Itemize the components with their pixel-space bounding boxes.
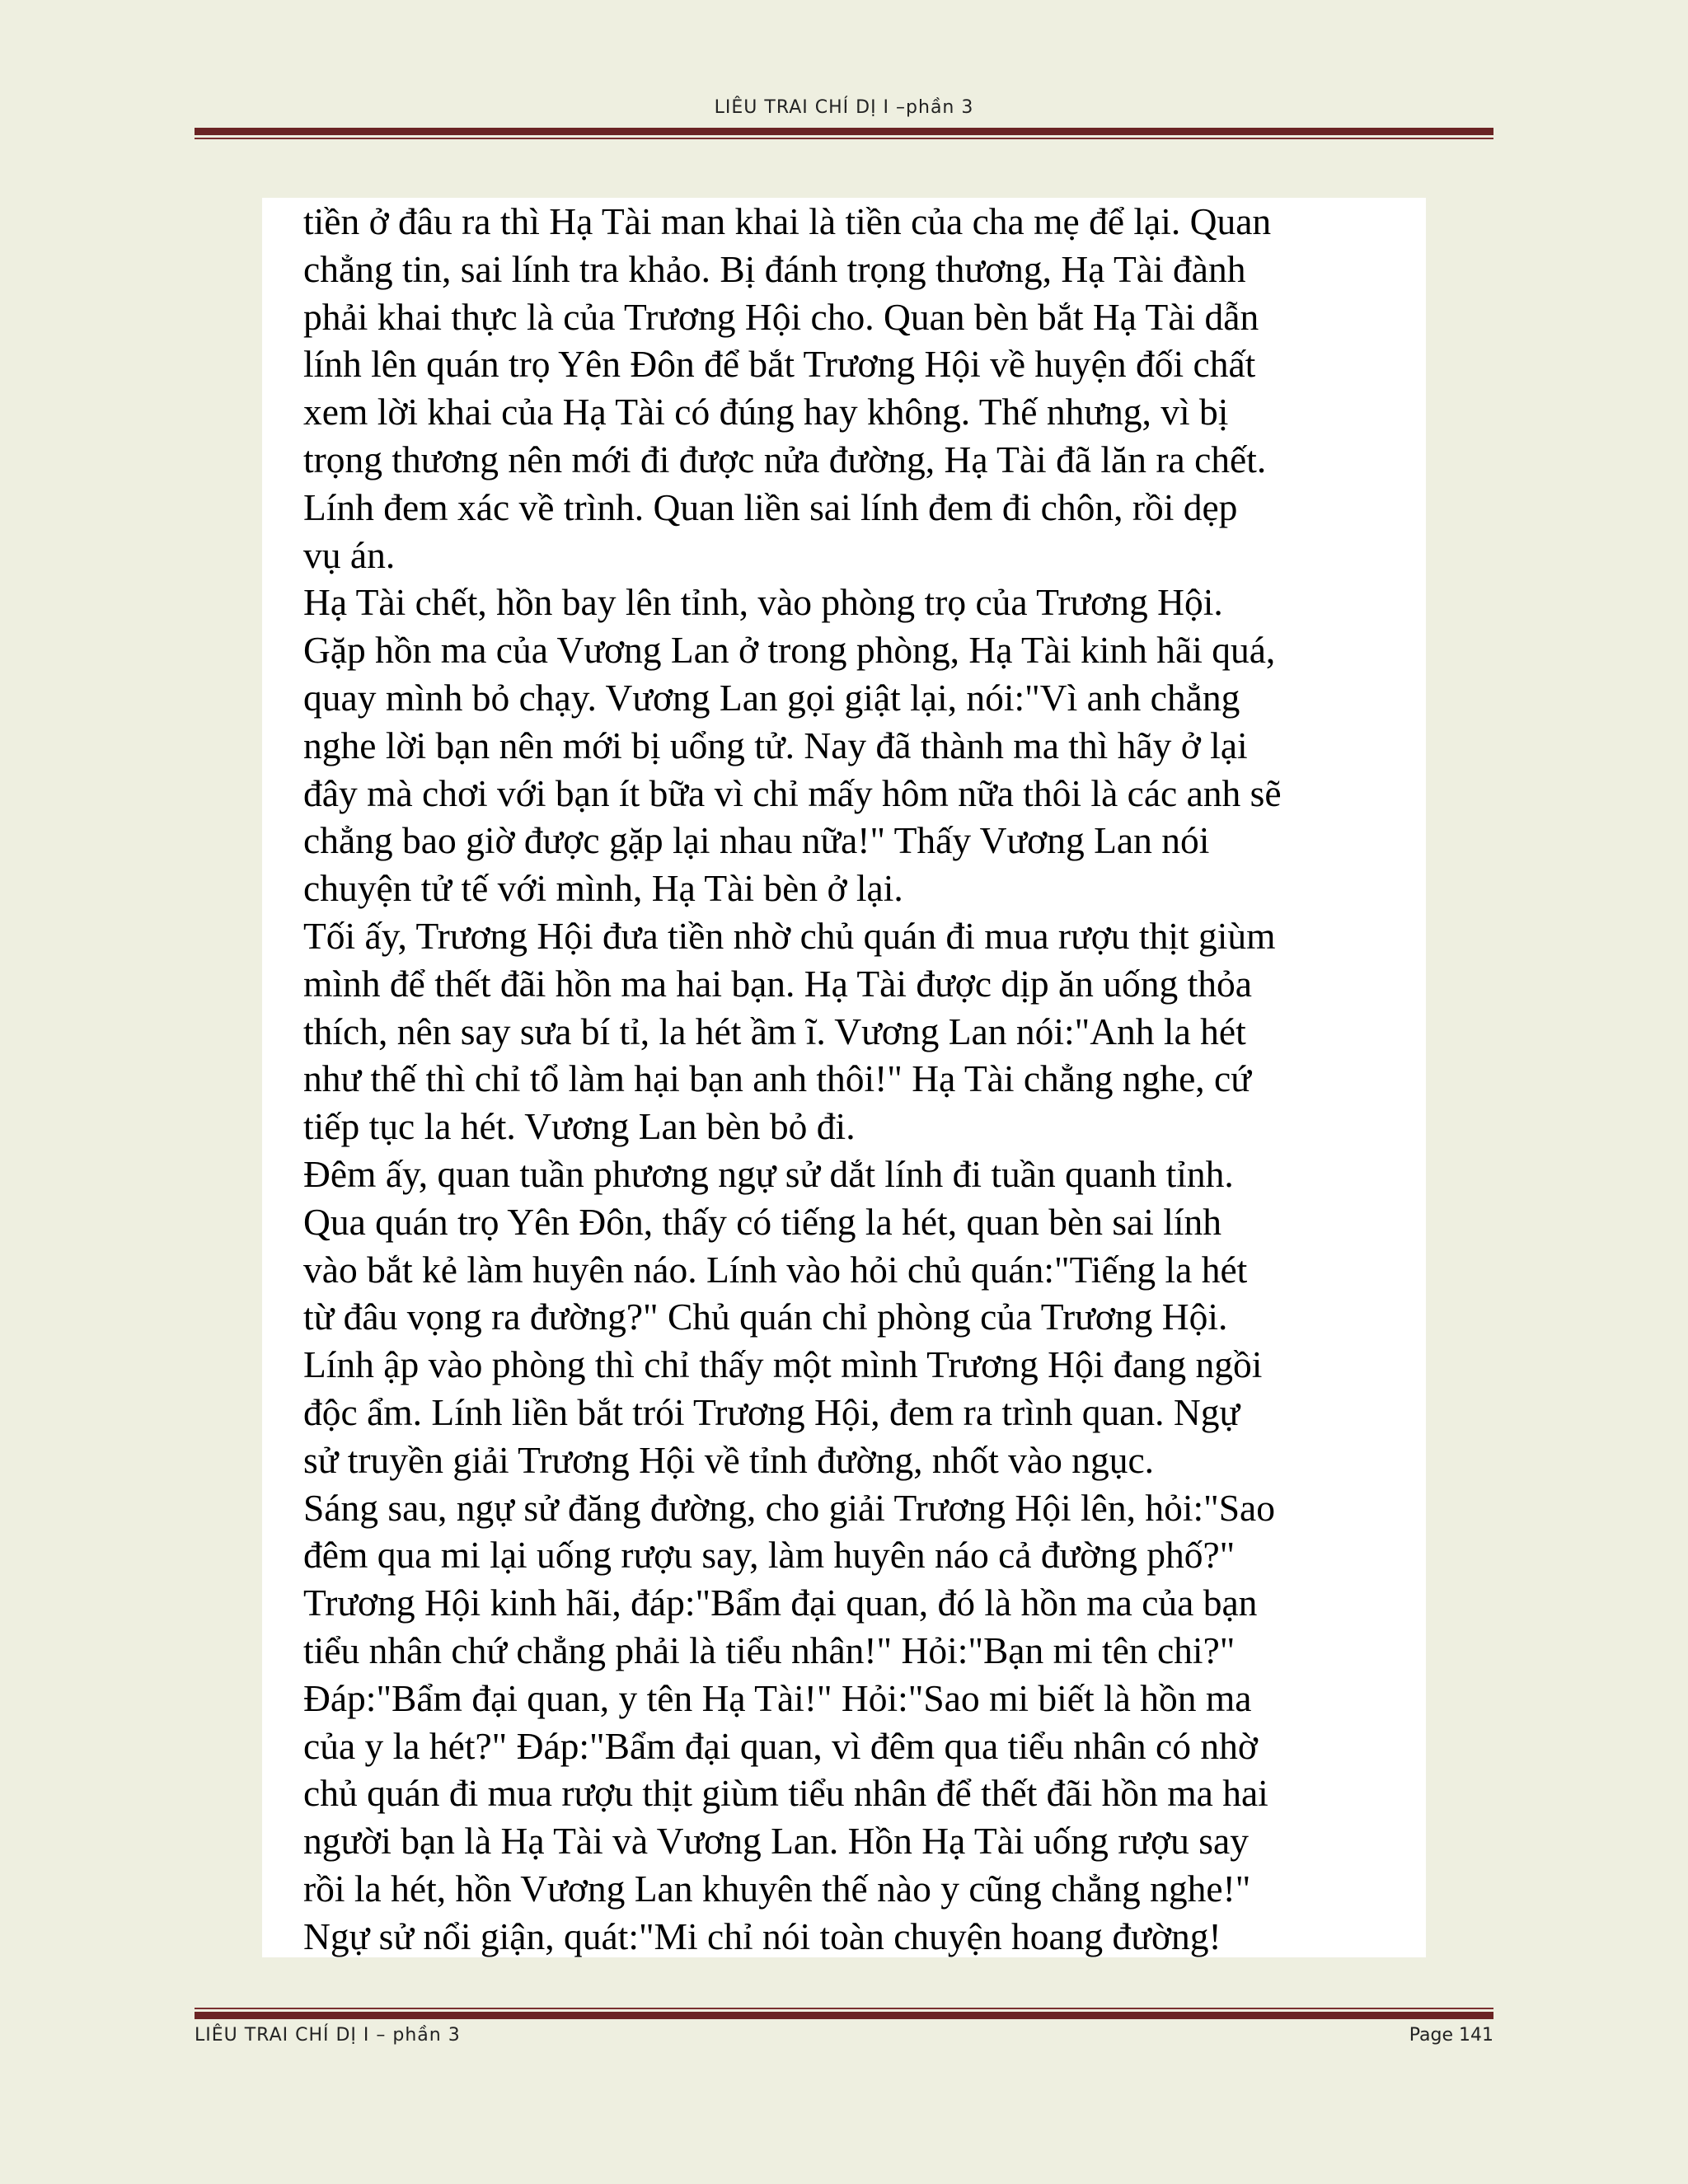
text-line: từ đâu vọng ra đường?" Chủ quán chỉ phòng của Trương Hội.: [303, 1296, 1228, 1338]
text-line: mình để thết đãi hồn ma hai bạn. Hạ Tài được dịp ăn uống thỏa: [303, 962, 1252, 1005]
text-line: tiếp tục la hét. Vương Lan bèn bỏ đi.: [303, 1105, 856, 1148]
header-rule-thin: [195, 138, 1493, 139]
text-line: Tối ấy, Trương Hội đưa tiền nhờ chủ quán đi mua rượu thịt giùm: [303, 914, 1276, 957]
text-line: chuyện tử tế với mình, Hạ Tài bèn ở lại.: [303, 867, 903, 910]
text-line: tiền ở đâu ra thì Hạ Tài man khai là tiền của cha mẹ để lại. Quan: [303, 200, 1272, 242]
text-line: xem lời khai của Hạ Tài có đúng hay không. Thế nhưng, vì bị: [303, 391, 1229, 434]
footer-rule-thick: [195, 2012, 1493, 2019]
text-line: vào bắt kẻ làm huyên náo. Lính vào hỏi chủ quán:"Tiếng la hét: [303, 1248, 1248, 1291]
text-line: đêm qua mi lại uống rượu say, làm huyên náo cả đường phố?": [303, 1534, 1236, 1577]
text-line: người bạn là Hạ Tài và Vương Lan. Hồn Hạ Tài uống rượu say: [303, 1820, 1249, 1863]
running-header: LIÊU TRAI CHÍ DỊ I –phần 3: [714, 97, 974, 118]
text-line: quay mình bỏ chạy. Vương Lan gọi giật lại, nói:"Vì anh chẳng: [303, 676, 1240, 719]
text-line: phải khai thực là của Trương Hội cho. Quan bèn bắt Hạ Tài dẫn: [303, 295, 1259, 338]
text-line: vụ án.: [303, 533, 396, 576]
text-line: độc ẩm. Lính liền bắt trói Trương Hội, đem ra trình quan. Ngự: [303, 1390, 1240, 1433]
text-line: lính lên quán trọ Yên Đôn để bắt Trương Hội về huyện đối chất: [303, 343, 1256, 386]
text-line: tiểu nhân chứ chẳng phải là tiểu nhân!" Hỏi:"Bạn mi tên chi?": [303, 1629, 1236, 1671]
text-line: nghe lời bạn nên mới bị uổng tử. Nay đã thành ma thì hãy ở lại: [303, 724, 1248, 766]
body-text: [303, 198, 1408, 1960]
footer-title: LIÊU TRAI CHÍ DỊ I – phần 3: [195, 2025, 461, 2046]
text-line: Sáng sau, ngự sử đăng đường, cho giải Trương Hội lên, hỏi:"Sao: [303, 1486, 1275, 1529]
text-line: Lính ập vào phòng thì chỉ thấy một mình Trương Hội đang ngồi: [303, 1343, 1263, 1386]
text-line: Đáp:"Bẩm đại quan, y tên Hạ Tài!" Hỏi:"Sao mi biết là hồn ma: [303, 1676, 1252, 1719]
text-line: Trương Hội kinh hãi, đáp:"Bẩm đại quan, đó là hồn ma của bạn: [303, 1582, 1258, 1624]
text-line: như thế thì chỉ tổ làm hại bạn anh thôi!" Hạ Tài chẳng nghe, cứ: [303, 1057, 1251, 1100]
text-line: của y la hét?" Đáp:"Bẩm đại quan, vì đêm qua tiểu nhân có nhờ: [303, 1724, 1258, 1767]
text-line: Lính đem xác về trình. Quan liền sai lính đem đi chôn, rồi dẹp: [303, 485, 1238, 528]
footer-rule-thin: [195, 2008, 1493, 2009]
text-line: Đêm ấy, quan tuần phương ngự sử dắt lính đi tuần quanh tỉnh.: [303, 1152, 1234, 1195]
text-line: đây mà chơi với bạn ít bữa vì chỉ mấy hôm nữa thôi là các anh sẽ: [303, 771, 1282, 814]
text-line: chẳng tin, sai lính tra khảo. Bị đánh trọng thương, Hạ Tài đành: [303, 247, 1246, 290]
text-line: thích, nên say sưa bí tỉ, la hét ầm ĩ. Vương Lan nói:"Anh la hét: [303, 1010, 1246, 1052]
page-number: Page 141: [1409, 2025, 1493, 2046]
text-line: chủ quán đi mua rượu thịt giùm tiểu nhân để thết đãi hồn ma hai: [303, 1772, 1268, 1815]
text-line: Hạ Tài chết, hồn bay lên tỉnh, vào phòng trọ của Trương Hội.: [303, 581, 1223, 624]
text-line: Ngự sử nổi giận, quát:"Mi chỉ nói toàn chuyện hoang đường!: [303, 1915, 1221, 1957]
text-line: sử truyền giải Trương Hội về tỉnh đường, nhốt vào ngục.: [303, 1438, 1155, 1481]
header-rule-thick: [195, 128, 1493, 135]
text-line: chẳng bao giờ được gặp lại nhau nữa!" Thấy Vương Lan nói: [303, 819, 1210, 862]
header-rule: [195, 128, 1493, 139]
text-line: Qua quán trọ Yên Đôn, thấy có tiếng la hét, quan bèn sai lính: [303, 1200, 1222, 1243]
text-line: Gặp hồn ma của Vương Lan ở trong phòng, Hạ Tài kinh hãi quá,: [303, 629, 1276, 672]
footer-rule: [195, 2008, 1493, 2019]
text-line: rồi la hét, hồn Vương Lan khuyên thế nào y cũng chẳng nghe!": [303, 1867, 1251, 1910]
text-line: trọng thương nên mới đi được nửa đường, Hạ Tài đã lăn ra chết.: [303, 438, 1267, 480]
